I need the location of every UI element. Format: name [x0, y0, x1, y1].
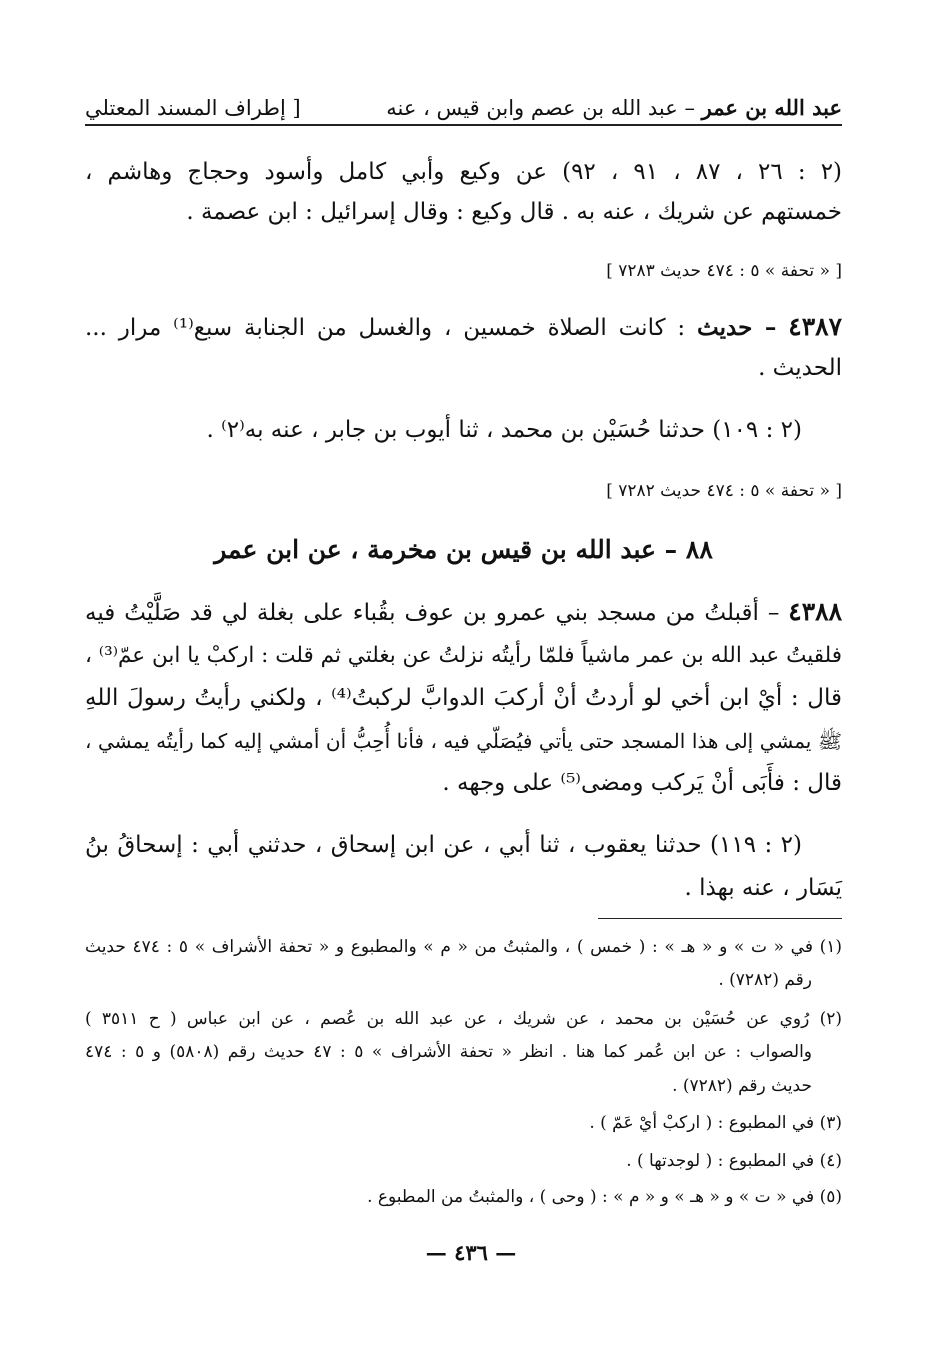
footnote: رقم (٧٢٨٢) .: [718, 970, 812, 990]
footnote: (٤) في المطبوع : ( لوجدتها ) .: [626, 1151, 842, 1171]
text-line: قال : فأَبَى أنْ يَركب ومضى⁽⁵⁾ على وجهه .: [442, 770, 842, 796]
header-subtitle: – عبد الله بن عصم وابن قيس ، عنه: [386, 96, 695, 120]
hadith-text: – أقبلتُ من مسجد بني عمرو بن عوف بقُباء على بغلة لي قد صَلَّيْتُ فيه: [85, 600, 780, 626]
footnote: والصواب : عن ابن عُمر كما هنا . انظر « تحفة الأشراف » ٥ : ٤٧ حديث رقم (٥٨٠٨) و ٥ : ٤٧٤: [85, 1042, 812, 1062]
reference-bracket: [ « تحفة » ٥ : ٤٧٤ حديث ٧٢٨٢ ]: [606, 481, 842, 501]
header-book-title: [ إطراف المسند المعتلي: [85, 96, 301, 120]
text-line: (٢ : ٢٦ ، ٨٧ ، ٩١ ، ٩٢) عن وكيع وأبي كامل وأسود وحجاج وهاشم ،: [85, 159, 843, 185]
footnote: (٢) رُوي عن حُسَيْن بن محمد ، عن شريك ، عن عبد الله بن عُصم ، عن ابن عباس ( ح ٣٥١١ ): [85, 1009, 842, 1029]
isnad-line: (٢ : ١٠٩) حدثنا حُسَيْن بن محمد ، ثنا أيوب بن جابر ، عنه به⁽٢⁾ .: [206, 417, 802, 443]
text-line: قال : أيْ ابن أخي لو أردتُ أنْ أركبَ الدوابَّ لركبتُ⁽⁴⁾ ، ولكني رأيتُ رسولَ اللهِ: [85, 685, 842, 711]
reference-bracket: [ « تحفة » ٥ : ٤٧٤ حديث ٧٢٨٣ ]: [606, 261, 842, 281]
text-line: خمستهم عن شريك ، عنه به . قال وكيع : وقال إسرائيل : ابن عصمة .: [186, 199, 842, 225]
hadith-heading-line: [85, 592, 842, 633]
text-line: الحديث .: [758, 355, 842, 381]
hadith-number: ٤٣٨٧: [788, 312, 842, 341]
text-line: ﷺ يمشي إلى هذا المسجد حتى يأتي فيُصَلّي فيه ، فأنا أُحِبُّ أن أمشي إليه كما رأيتُه يمشي ،: [85, 729, 842, 753]
footnote: (٥) في « ت » و « هـ » و « م » : ( وحى ) ، والمثبتُ من المطبوع .: [367, 1187, 842, 1207]
isnad-line: (٢ : ١١٩) حدثنا يعقوب ، ثنا أبي ، عن ابن إسحاق ، حدثني أبي : إسحاقُ بنُ: [85, 832, 802, 858]
running-header: [85, 86, 842, 126]
isnad-line: يَسَار ، عنه بهذا .: [684, 875, 842, 901]
hadith-heading-line: [85, 307, 842, 348]
page-number: — ٤٣٦ —: [425, 1240, 517, 1265]
hadith-number: ٤٣٨٨: [788, 597, 842, 626]
footnote: (١) في « ت » و « هـ » : ( خمس ) ، والمثبتُ من « م » والمطبوع و « تحفة الأشراف » ٥ : ٤٧٤ حديث: [85, 937, 842, 957]
footnote: (٣) في المطبوع : ( اركبْ أيْ عَمّ ) .: [589, 1113, 842, 1133]
hadith-text: : كانت الصلاة خمسين ، والغسل من الجنابة سبع⁽¹⁾ مرار ...: [85, 315, 686, 341]
hadith-label: – حديث: [697, 314, 777, 341]
section-title: ٨٨ – عبد الله بن قيس بن مخرمة ، عن ابن عمر: [214, 535, 713, 564]
footnote-separator: [598, 918, 842, 919]
header-title: [386, 95, 842, 120]
text-line: فلقيتُ عبد الله بن عمر ماشياً فلمّا رأيتُه نزلتُ عن بغلتي ثم قلت : اركبْ يا ابن عمّ⁽³⁾ ،: [85, 643, 842, 668]
header-author: عبد الله بن عمر: [701, 95, 842, 120]
footnote: حديث رقم (٧٢٨٢) .: [672, 1076, 812, 1096]
